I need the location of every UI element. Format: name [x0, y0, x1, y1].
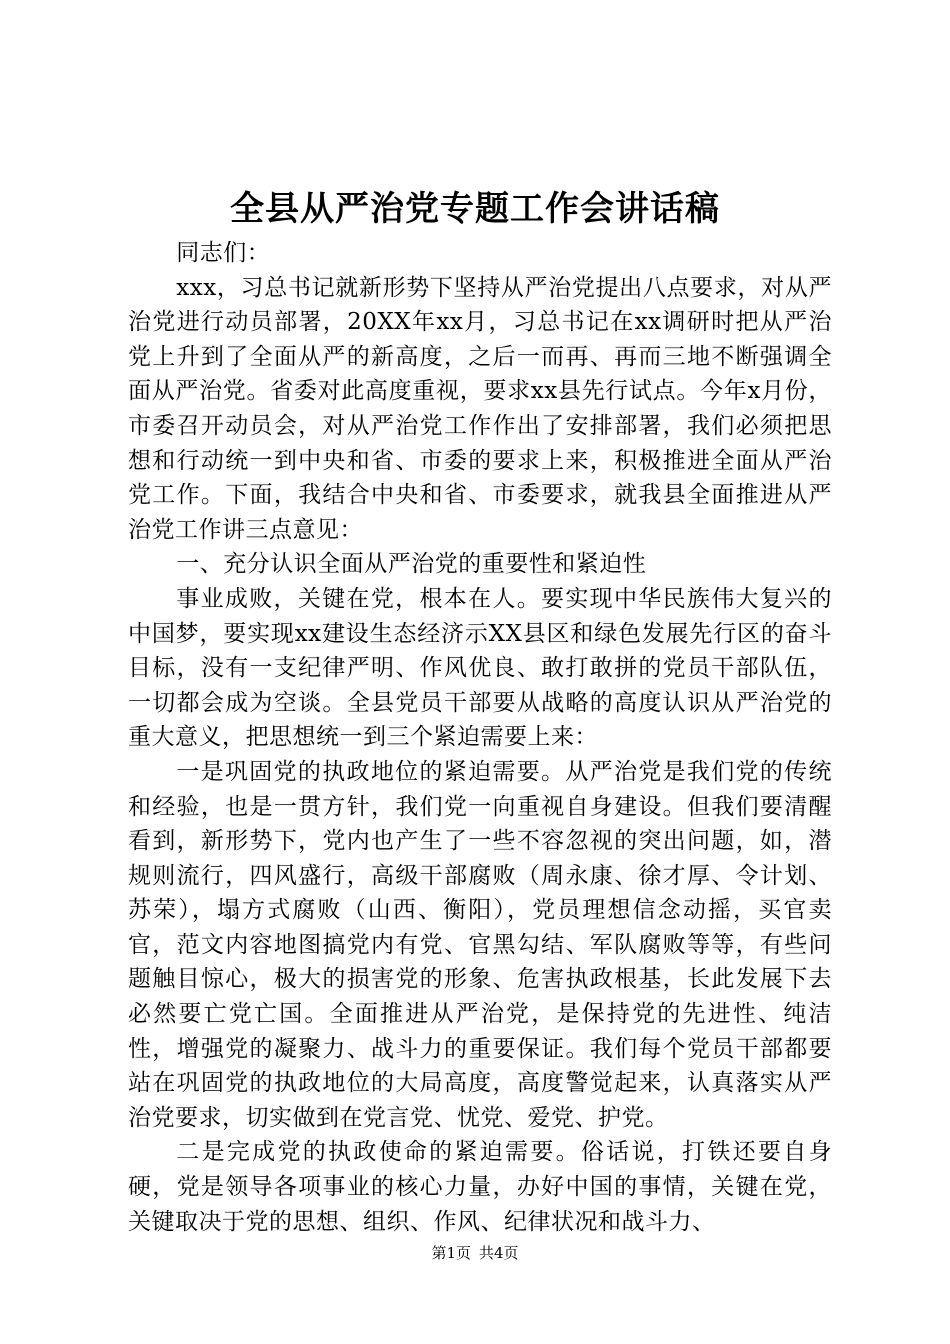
page-footer — [0, 1243, 950, 1263]
body-paragraph: 一是巩固党的执政地位的紧迫需要。从严治党是我们党的传统和经验，也是一贯方针，我们党一向重视自身建设。但我们要清醒看到，新形势下，党内也产生了一些不容忽视的突出问题，如，潜规则流行，四风盛行，高级干部腐败（周永康、徐才厚、令计划、苏荣），塌方式腐败（山西、衡阳），党员理想信念动摇，买官卖官，范文内容地图搞党内有党、官黑勾结、军队腐败等等，有些问题触目惊心，极大的损害党的形象、危害执政根基，长此发展下去必然要亡党亡国。全面推进从严治党，是保持党的先进性、纯洁性，增强党的凝聚力、战斗力的重要保证。我们每个党员干部都要站在巩固党的执政地位的大局高度，高度警觉起来，认真落实从严治党要求，切实做到在党言党、忧党、爱党、护党。 — [128, 758, 832, 1131]
intro-paragraph: xxx，习总书记就新形势下坚持从严治党提出八点要求，对从严治党进行动员部署，20XX年xx月，习总书记在xx调研时把从严治党上升到了全面从严的新高度，之后一而再、再而三地不断强调全面从严治党。省委对此高度重视，要求xx县先行试点。今年x月份，市委召开动员会，对从严治党工作作出了安排部署，我们必须把思想和行动统一到中央和省、市委的要求上来，积极推进全面从严治党工作。下面，我结合中央和省、市委要求，就我县全面推进从严治党工作讲三点意见： — [128, 274, 832, 543]
body-paragraph: 二是完成党的执政使命的紧迫需要。俗话说，打铁还要自身硬，党是领导各项事业的核心力量，办好中国的事情，关键在党，关键取决于党的思想、组织、作风、纪律状况和战斗力、 — [128, 1139, 832, 1235]
body-paragraph: 事业成败，关键在党，根本在人。要实现中华民族伟大复兴的中国梦，要实现xx建设生态经济示XX县区和绿色发展先行区的奋斗目标，没有一支纪律严明、作风优良、敢打敢拼的党员干部队伍，一切都会成为空谈。全县党员干部要从战略的高度认识从严治党的重大意义，把思想统一到三个紧迫需要上来： — [128, 585, 832, 751]
page-total: 共4页 — [479, 1244, 519, 1262]
document-title: 全县从严治党专题工作会讲话稿 — [230, 189, 720, 229]
document-body — [128, 236, 832, 1239]
salutation-paragraph: 同志们： — [176, 240, 271, 266]
page-number: 第1页 — [431, 1244, 471, 1262]
section-heading: 一、充分认识全面从严治党的重要性和紧迫性 — [176, 551, 647, 578]
